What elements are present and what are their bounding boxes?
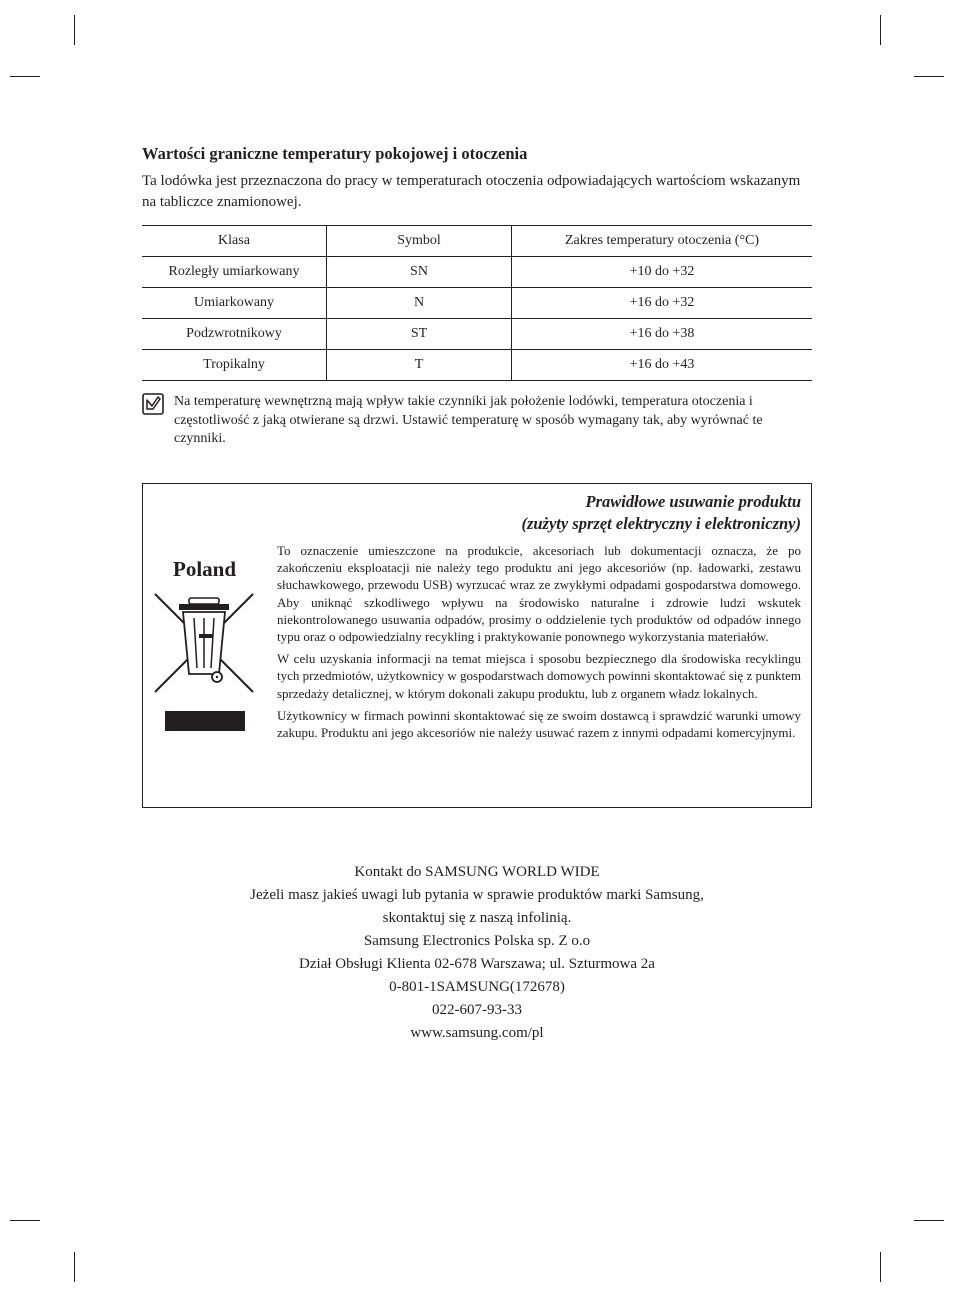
contact-phone: 0-801-1SAMSUNG(172678) <box>389 979 565 995</box>
disposal-title-line2: (zużyty sprzęt elektryczny i elektroniczny) <box>521 513 801 533</box>
separate-collection-bar <box>165 711 245 731</box>
crop-mark <box>74 1252 75 1282</box>
contact-phone: 022-607-93-33 <box>432 1002 522 1018</box>
disposal-title <box>521 491 801 534</box>
cell-symbol: SN <box>327 257 512 288</box>
crop-mark <box>74 15 75 45</box>
cell-range: +16 do +43 <box>512 350 813 381</box>
crop-mark <box>880 1252 881 1282</box>
cell-range: +16 do +32 <box>512 288 813 319</box>
climate-class-table <box>142 225 812 381</box>
crop-mark <box>880 15 881 45</box>
disposal-box <box>142 483 812 808</box>
crossed-out-bin-icon <box>153 592 255 694</box>
disposal-paragraph: Użytkownicy w firmach powinni skontaktować się ze swoim dostawcą i sprawdzić warunki umowy zakupu. Produktu ani jego akcesoriów nie należy usuwać razem z innymi odpadami komercyjnymi. <box>277 707 801 741</box>
contact-line: Samsung Electronics Polska sp. Z o.o <box>363 933 591 949</box>
cell-class: Umiarkowany <box>142 288 327 319</box>
cell-symbol: ST <box>327 319 512 350</box>
cell-symbol: T <box>327 350 512 381</box>
contact-line: Kontakt do SAMSUNG WORLD WIDE <box>354 864 600 880</box>
contact-line: skontaktuj się z naszą infolinią. <box>382 910 572 926</box>
disposal-title-line1: Prawidłowe usuwanie produktu <box>585 492 801 511</box>
table-row <box>142 350 812 381</box>
cell-range: +16 do +38 <box>512 319 813 350</box>
intro-text: Ta lodówka jest przeznaczona do pracy w temperaturach otoczenia odpowiadających wartościom wskazanym na tabliczce znamionowej. <box>142 173 801 210</box>
section-heading: Wartości graniczne temperatury pokojowej i otoczenia <box>142 144 528 163</box>
contact-website: www.samsung.com/pl <box>410 1025 544 1041</box>
header-klasa: Klasa <box>142 226 327 257</box>
table-row <box>142 288 812 319</box>
country-label: Poland <box>173 557 237 581</box>
crop-mark <box>914 1220 944 1221</box>
disposal-paragraph: W celu uzyskania informacji na temat miejsca i sposobu bezpiecznego dla środowiska recyklingu tych przedmiotów, użytkownicy w gospodarstwach domowych powinni skontaktować się z punktem sprzedaży detalicznej, w którym dokonali zakupu produktu, lub z organem władz lokalnych. <box>277 651 801 701</box>
cell-range: +10 do +32 <box>512 257 813 288</box>
disposal-text <box>277 542 801 746</box>
table-row <box>142 319 812 350</box>
disposal-paragraph: To oznaczenie umieszczone na produkcie, akcesoriach lub dokumentacji oznacza, że po zakończeniu eksploatacji nie należy tego produktu ani jego akcesoriów (np. ładowarki, zestawu słuchawkowego, przewodu USB) wyrzucać wraz ze zwykłymi odpadami gospodarstwa domowego. Aby uniknąć szkodliwego wpływu na środowisko naturalne i zdrowie ludzi wskutek niekontrolowanego usuwania odpadów, prosimy o oddzielenie tych produktów od odpadów innego typu oraz o odpowiedzialny recykling i praktykowanie ponownego wykorzystania materiałów. <box>277 543 801 645</box>
table-header-row <box>142 226 812 257</box>
crop-mark <box>10 76 40 77</box>
crop-mark <box>914 76 944 77</box>
note-text: Na temperaturę wewnętrzną mają wpływ takie czynniki jak położenie lodówki, temperatura otoczenia i częstotliwość z jaką otwierane są drzwi. Ustawić temperaturę w sposób wymagany tak, aby wyrównać te czynniki. <box>174 394 763 446</box>
crop-mark <box>10 1220 40 1221</box>
header-range: Zakres temperatury otoczenia (°C) <box>512 226 813 257</box>
cell-class: Tropikalny <box>142 350 327 381</box>
header-symbol: Symbol <box>327 226 512 257</box>
cell-symbol: N <box>327 288 512 319</box>
contact-line: Dział Obsługi Klienta 02-678 Warszawa; ul. Szturmowa 2a <box>299 956 655 972</box>
cell-class: Podzwrotnikowy <box>142 319 327 350</box>
cell-class: Rozległy umiarkowany <box>142 257 327 288</box>
contact-block <box>0 861 954 1045</box>
contact-line: Jeżeli masz jakieś uwagi lub pytania w sprawie produktów marki Samsung, <box>250 887 704 903</box>
note-pencil-icon <box>142 393 164 415</box>
table-row <box>142 257 812 288</box>
